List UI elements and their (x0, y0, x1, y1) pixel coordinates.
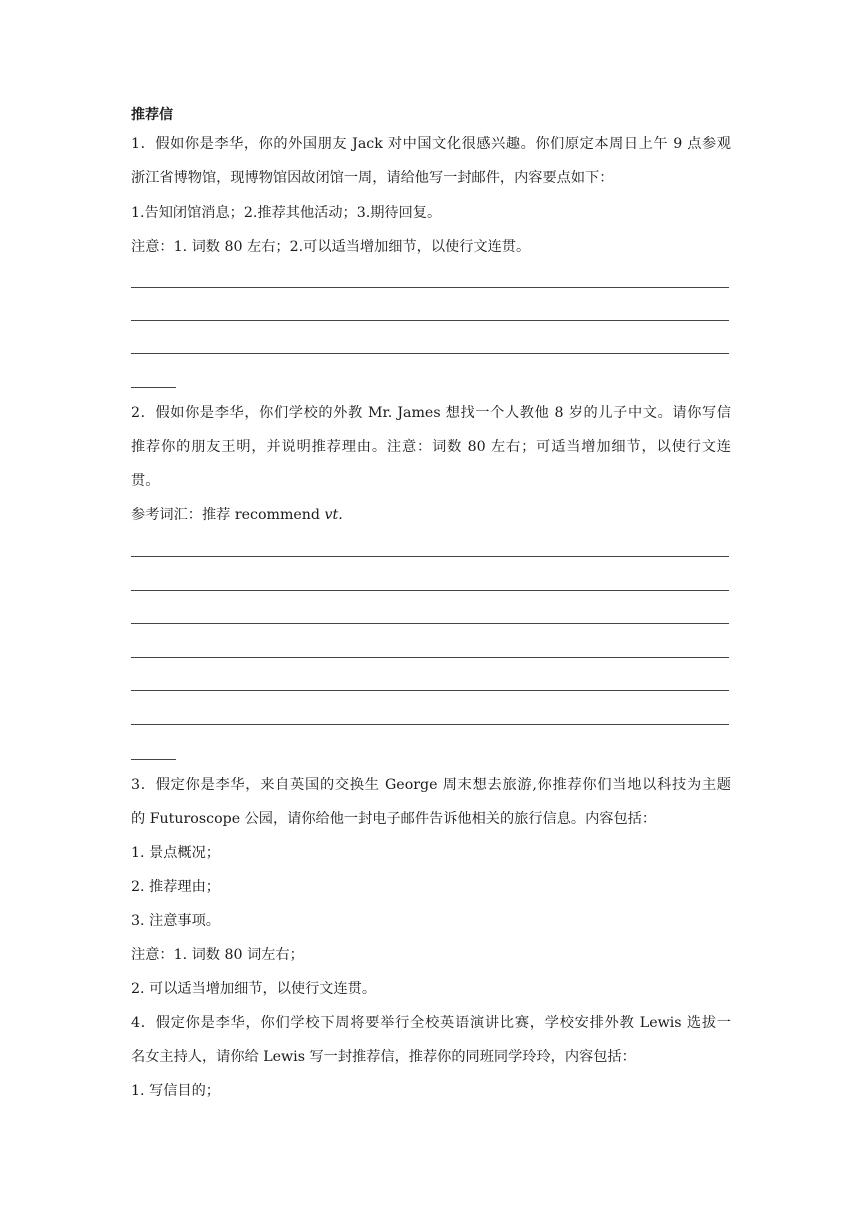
q1-note: 注意：1. 词数 80 左右；2.可以适当增加细节，以使行文连贯。 (131, 239, 531, 255)
q1-points: 1.告知闭馆消息；2.推荐其他活动；3.期待回复。 (131, 205, 442, 221)
answer-line (131, 590, 729, 591)
q3-item-3: 3. 注意事项。 (131, 913, 220, 929)
q4-line-1: 4．假定你是李华，你们学校下周将要举行全校英语演讲比赛，学校安排外教 Lewis 选拔一 (131, 1015, 731, 1031)
answer-line (131, 724, 729, 725)
q3-line-2: 的 Futuroscope 公园，请你给他一封电子邮件告诉他相关的旅行信息。内容包括： (131, 811, 657, 827)
q2-reference-text: 参考词汇：推荐 recommend (131, 507, 325, 523)
answer-line (131, 556, 729, 557)
q3-note-1: 注意：1. 词数 80 词左右； (131, 947, 304, 963)
q3-line-1: 3．假定你是李华，来自英国的交换生 George 周末想去旅游,你推荐你们当地以科技为主题 (131, 777, 731, 793)
q2-line-3: 贯。 (131, 473, 160, 489)
answer-line (131, 320, 729, 321)
q3-note-2: 2. 可以适当增加细节，以使行文连贯。 (131, 981, 377, 997)
q1-line-1: 1．假如你是李华，你的外国朋友 Jack 对中国文化很感兴趣。你们原定本周日上午 9 点参观 (131, 136, 731, 152)
answer-line-end (131, 759, 176, 760)
q4-line-2: 名女主持人，请你给 Lewis 写一封推荐信，推荐你的同班同学玲玲，内容包括： (131, 1049, 636, 1065)
answer-line (131, 623, 729, 624)
q2-reference-pos: vt. (324, 507, 343, 523)
q2-line-2: 推荐你的朋友王明，并说明推荐理由。注意：词数 80 左右；可适当增加细节，以使行文连 (131, 439, 731, 455)
answer-line (131, 287, 729, 288)
answer-line (131, 690, 729, 691)
q3-item-1: 1. 景点概况； (131, 845, 220, 861)
answer-line (131, 657, 729, 658)
q3-item-2: 2. 推荐理由； (131, 879, 220, 895)
answer-line-end (131, 387, 176, 388)
answer-line (131, 353, 729, 354)
q4-item-1: 1. 写信目的； (131, 1083, 220, 1099)
section-heading: 推荐信 (131, 107, 173, 123)
q2-reference-vocab (131, 505, 731, 525)
q1-line-2: 浙江省博物馆，现博物馆因故闭馆一周，请给他写一封邮件，内容要点如下： (131, 170, 614, 186)
q2-line-1: 2．假如你是李华，你们学校的外教 Mr. James 想找一个人教他 8 岁的儿子中文。请你写信 (131, 405, 731, 421)
